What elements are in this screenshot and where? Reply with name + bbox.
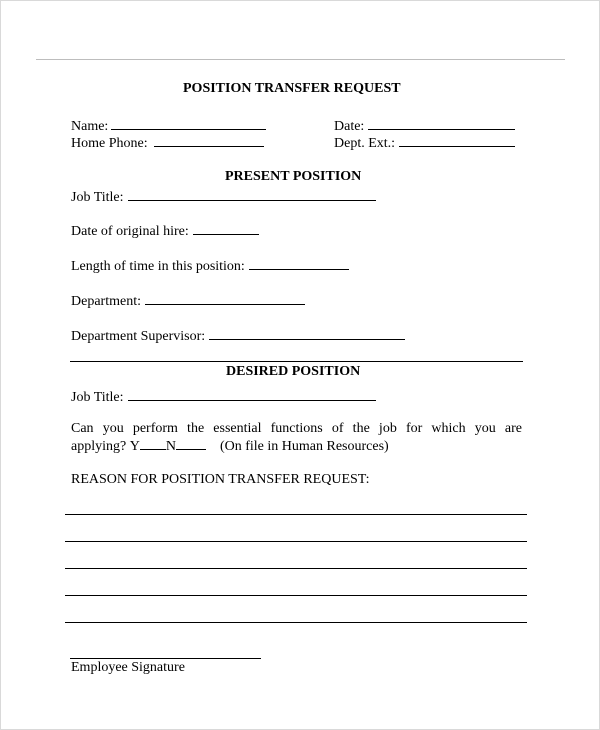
essential-functions-question [71,420,522,455]
dept-ext-field[interactable] [399,134,515,147]
original-hire-field[interactable] [193,222,259,235]
reason-line-3[interactable] [65,568,527,569]
date-row [334,117,515,135]
signature-label: Employee Signature [71,660,185,675]
on-file-note: (On file in Human Resources) [219,439,389,454]
present-job-title-row [71,188,376,206]
section-divider [70,361,523,362]
name-label: Name: [71,119,109,134]
department-row [71,292,305,310]
yes-field[interactable] [140,437,166,450]
length-row [71,257,349,275]
dept-ext-label: Dept. Ext.: [334,136,396,151]
supervisor-label: Department Supervisor: [71,329,206,344]
home-phone-field[interactable] [154,134,264,147]
present-job-title-field[interactable] [128,188,376,201]
header-divider [36,59,565,60]
supervisor-field[interactable] [209,327,405,340]
desired-job-title-label: Job Title: [71,390,124,405]
yes-label: Y [129,439,140,454]
no-field[interactable] [176,437,206,450]
reason-line-2[interactable] [65,541,527,542]
present-job-title-label: Job Title: [71,190,124,205]
name-field[interactable] [111,117,266,130]
desired-job-title-field[interactable] [128,388,376,401]
home-phone-label: Home Phone: [71,136,148,151]
dept-ext-row [334,134,515,152]
department-field[interactable] [145,292,305,305]
length-label: Length of time in this position: [71,259,245,274]
desired-job-title-row [71,388,376,406]
present-position-heading: PRESENT POSITION [225,169,362,184]
reason-line-4[interactable] [65,595,527,596]
reason-line-1[interactable] [65,514,527,515]
date-label: Date: [334,119,365,134]
no-label: N [165,439,176,454]
desired-position-heading: DESIRED POSITION [226,364,361,379]
form-title: POSITION TRANSFER REQUEST [183,81,401,96]
length-field[interactable] [249,257,349,270]
name-row [71,117,266,135]
question-text: Can you perform the essential functions of the job for which you are applying? [71,421,522,454]
date-field[interactable] [368,117,515,130]
supervisor-row [71,327,405,345]
reason-line-5[interactable] [65,622,527,623]
reason-label: REASON FOR POSITION TRANSFER REQUEST: [71,472,370,487]
department-label: Department: [71,294,141,309]
signature-line[interactable] [70,658,261,659]
original-hire-row [71,222,259,240]
home-phone-row [71,134,264,152]
original-hire-label: Date of original hire: [71,224,189,239]
